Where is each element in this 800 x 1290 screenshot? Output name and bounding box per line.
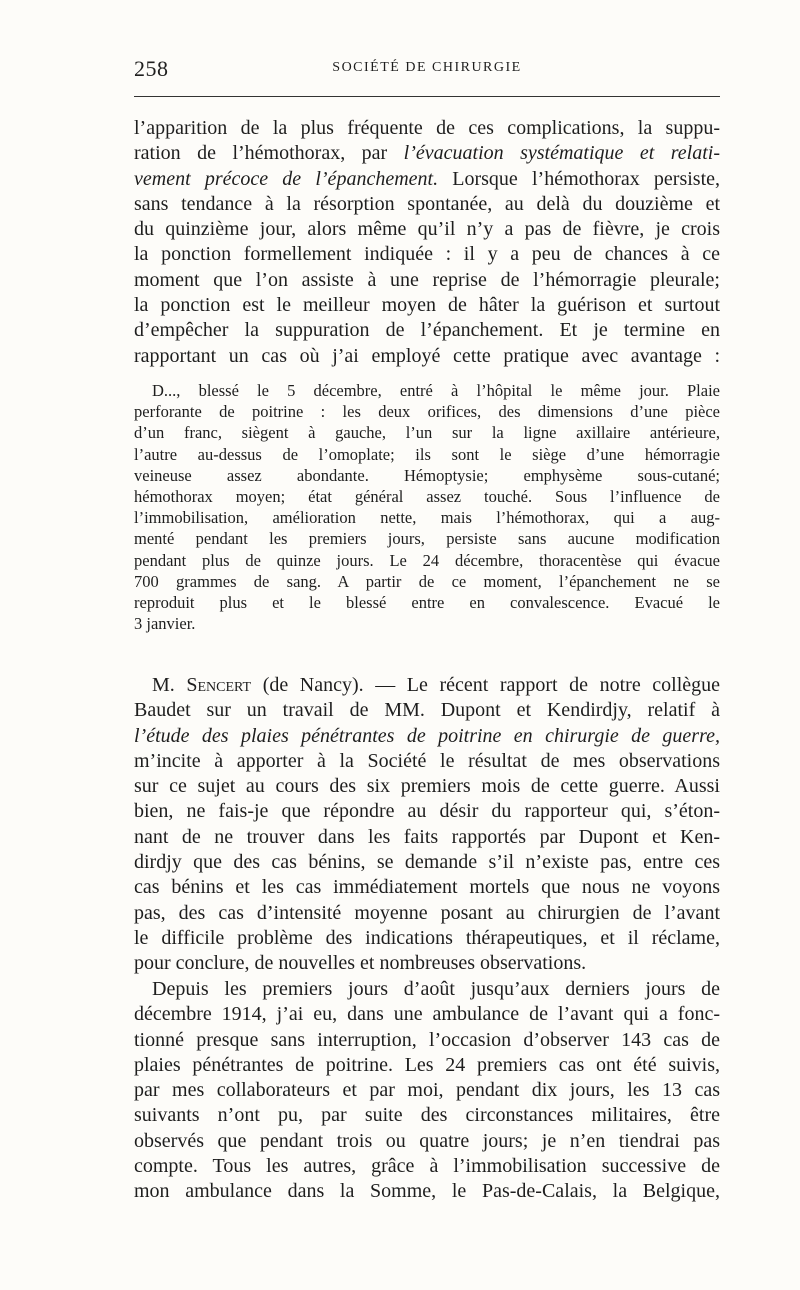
case-report (134, 380, 720, 634)
page-number: 258 (134, 56, 169, 81)
text-line: d’un franc, siègent à gauche, l’un sur la ligne axillaire antérieure, (134, 423, 720, 443)
text-line: l’autre au-dessus de l’omoplate; ils sont le siège d’une hémorragie (134, 444, 720, 464)
text-line: pas, des cas d’intensité moyenne posant au chirurgien de l’avant (134, 901, 720, 924)
speaker: M. Sencert (152, 674, 252, 696)
page-header (134, 56, 720, 86)
text-line: dirdjy que des cas bénins, se demande s’il n’existe pas, entre ces (134, 851, 720, 874)
text-line: l’étude des plaies pénétrantes de poitrine en chirurgie de guerre, (134, 724, 720, 747)
text-line: observés que pendant trois ou quatre jours; je n’en tiendrai pas (134, 1129, 720, 1152)
text-line: D..., blessé le 5 décembre, entré à l’hôpital le même jour. Plaie (152, 381, 720, 400)
text-line: nant de ne trouver dans les faits rapportés par Dupont et Ken- (134, 825, 720, 848)
text-line: suivants n’ont pu, par suite des circonstances militaires, être (134, 1104, 720, 1127)
text-line: l’immobilisation, amélioration nette, mais l’hémothorax, qui a aug- (134, 508, 720, 528)
depuis-paragraph (134, 977, 720, 1205)
text-line: pendant plus de quinze jours. Le 24 décembre, thoracentèse qui évacue (134, 550, 720, 570)
text-line: l’apparition de la plus fréquente de ces complications, la suppu- (134, 117, 720, 139)
text-line: M. Sencert (de Nancy). — Le récent rapport de notre collègue (152, 674, 721, 696)
text-line: décembre 1914, j’ai eu, dans une ambulance de l’avant qui a fonc- (134, 1003, 720, 1026)
text-line: bien, ne fais-je que répondre au désir du rapporteur qui, s’éton- (134, 800, 720, 823)
text-line: d’empêcher la suppuration de l’épanchement. Et je termine en (134, 319, 720, 342)
text-line: du quinzième jour, alors même qu’il n’y a pas de fièvre, je crois (134, 218, 720, 241)
header-rule (134, 96, 720, 97)
text-line: vement précoce de l’épanchement. Lorsque l’hémothorax persiste, (134, 167, 721, 190)
intro-paragraph (134, 116, 720, 369)
text-line: mon ambulance dans la Somme, le Pas-de-Calais, la Belgique, (134, 1180, 720, 1203)
text-line: tionné presque sans interruption, l’occasion d’observer 143 cas de (134, 1028, 720, 1051)
text-line: veineuse assez abondante. Hémoptysie; emphysème sous-cutané; (134, 465, 720, 485)
text-line: 3 janvier. (134, 614, 196, 634)
text-line: le difficile problème des indications thérapeutiques, et il réclame, (134, 926, 720, 949)
running-title: SOCIÉTÉ DE CHIRURGIE (332, 60, 522, 75)
text-line: moment que l’on assiste à une reprise de l’hémorragie pleurale; (134, 268, 720, 291)
text-line: sans tendance à la résorption spontanée, au delà du douzième et (134, 192, 720, 215)
text-line: par mes collaborateurs et par moi, pendant dix jours, les 13 cas (134, 1079, 720, 1102)
text-line: pour conclure, de nouvelles et nombreuses observations. (134, 952, 587, 975)
text-line: reproduit plus et le blessé entre en convalescence. Evacué le (134, 593, 720, 613)
text-line: compte. Tous les autres, grâce à l’immobilisation successive de (134, 1155, 720, 1178)
text-line: la ponction formellement indiquée : il y a peu de chances à ce (134, 243, 720, 266)
text-line: cas bénins et les cas immédiatement mortels que nous ne voyons (134, 876, 720, 899)
text-line: sur ce sujet au cours des six premiers mois de cette guerre. Aussi (134, 775, 720, 798)
text-line: 700 grammes de sang. A partir de ce moment, l’épanchement ne se (134, 571, 720, 591)
sencert-paragraph (134, 673, 720, 977)
text-line: m’incite à apporter à la Société le résultat de mes observations (134, 749, 720, 772)
text-line: rapportant un cas où j’ai employé cette pratique avec avantage : (134, 344, 720, 367)
text-line: Baudet sur un travail de MM. Dupont et Kendirdjy, relatif à (134, 699, 720, 722)
text-line: plaies pénétrantes de poitrine. Les 24 premiers cas ont été suivis, (134, 1053, 720, 1076)
text-line: hémothorax moyen; état général assez touché. Sous l’influence de (134, 487, 720, 507)
text-line: perforante de poitrine : les deux orifices, des dimensions d’une pièce (134, 402, 720, 422)
text-line: menté pendant les premiers jours, persiste sans aucune modification (134, 529, 720, 549)
text-line: Depuis les premiers jours d’août jusqu’aux derniers jours de (152, 978, 720, 1000)
text-line: ration de l’hémothorax, par l’évacuation systématique et relati- (134, 142, 721, 165)
text-line: la ponction est le meilleur moyen de hâter la guérison et surtout (134, 294, 720, 317)
